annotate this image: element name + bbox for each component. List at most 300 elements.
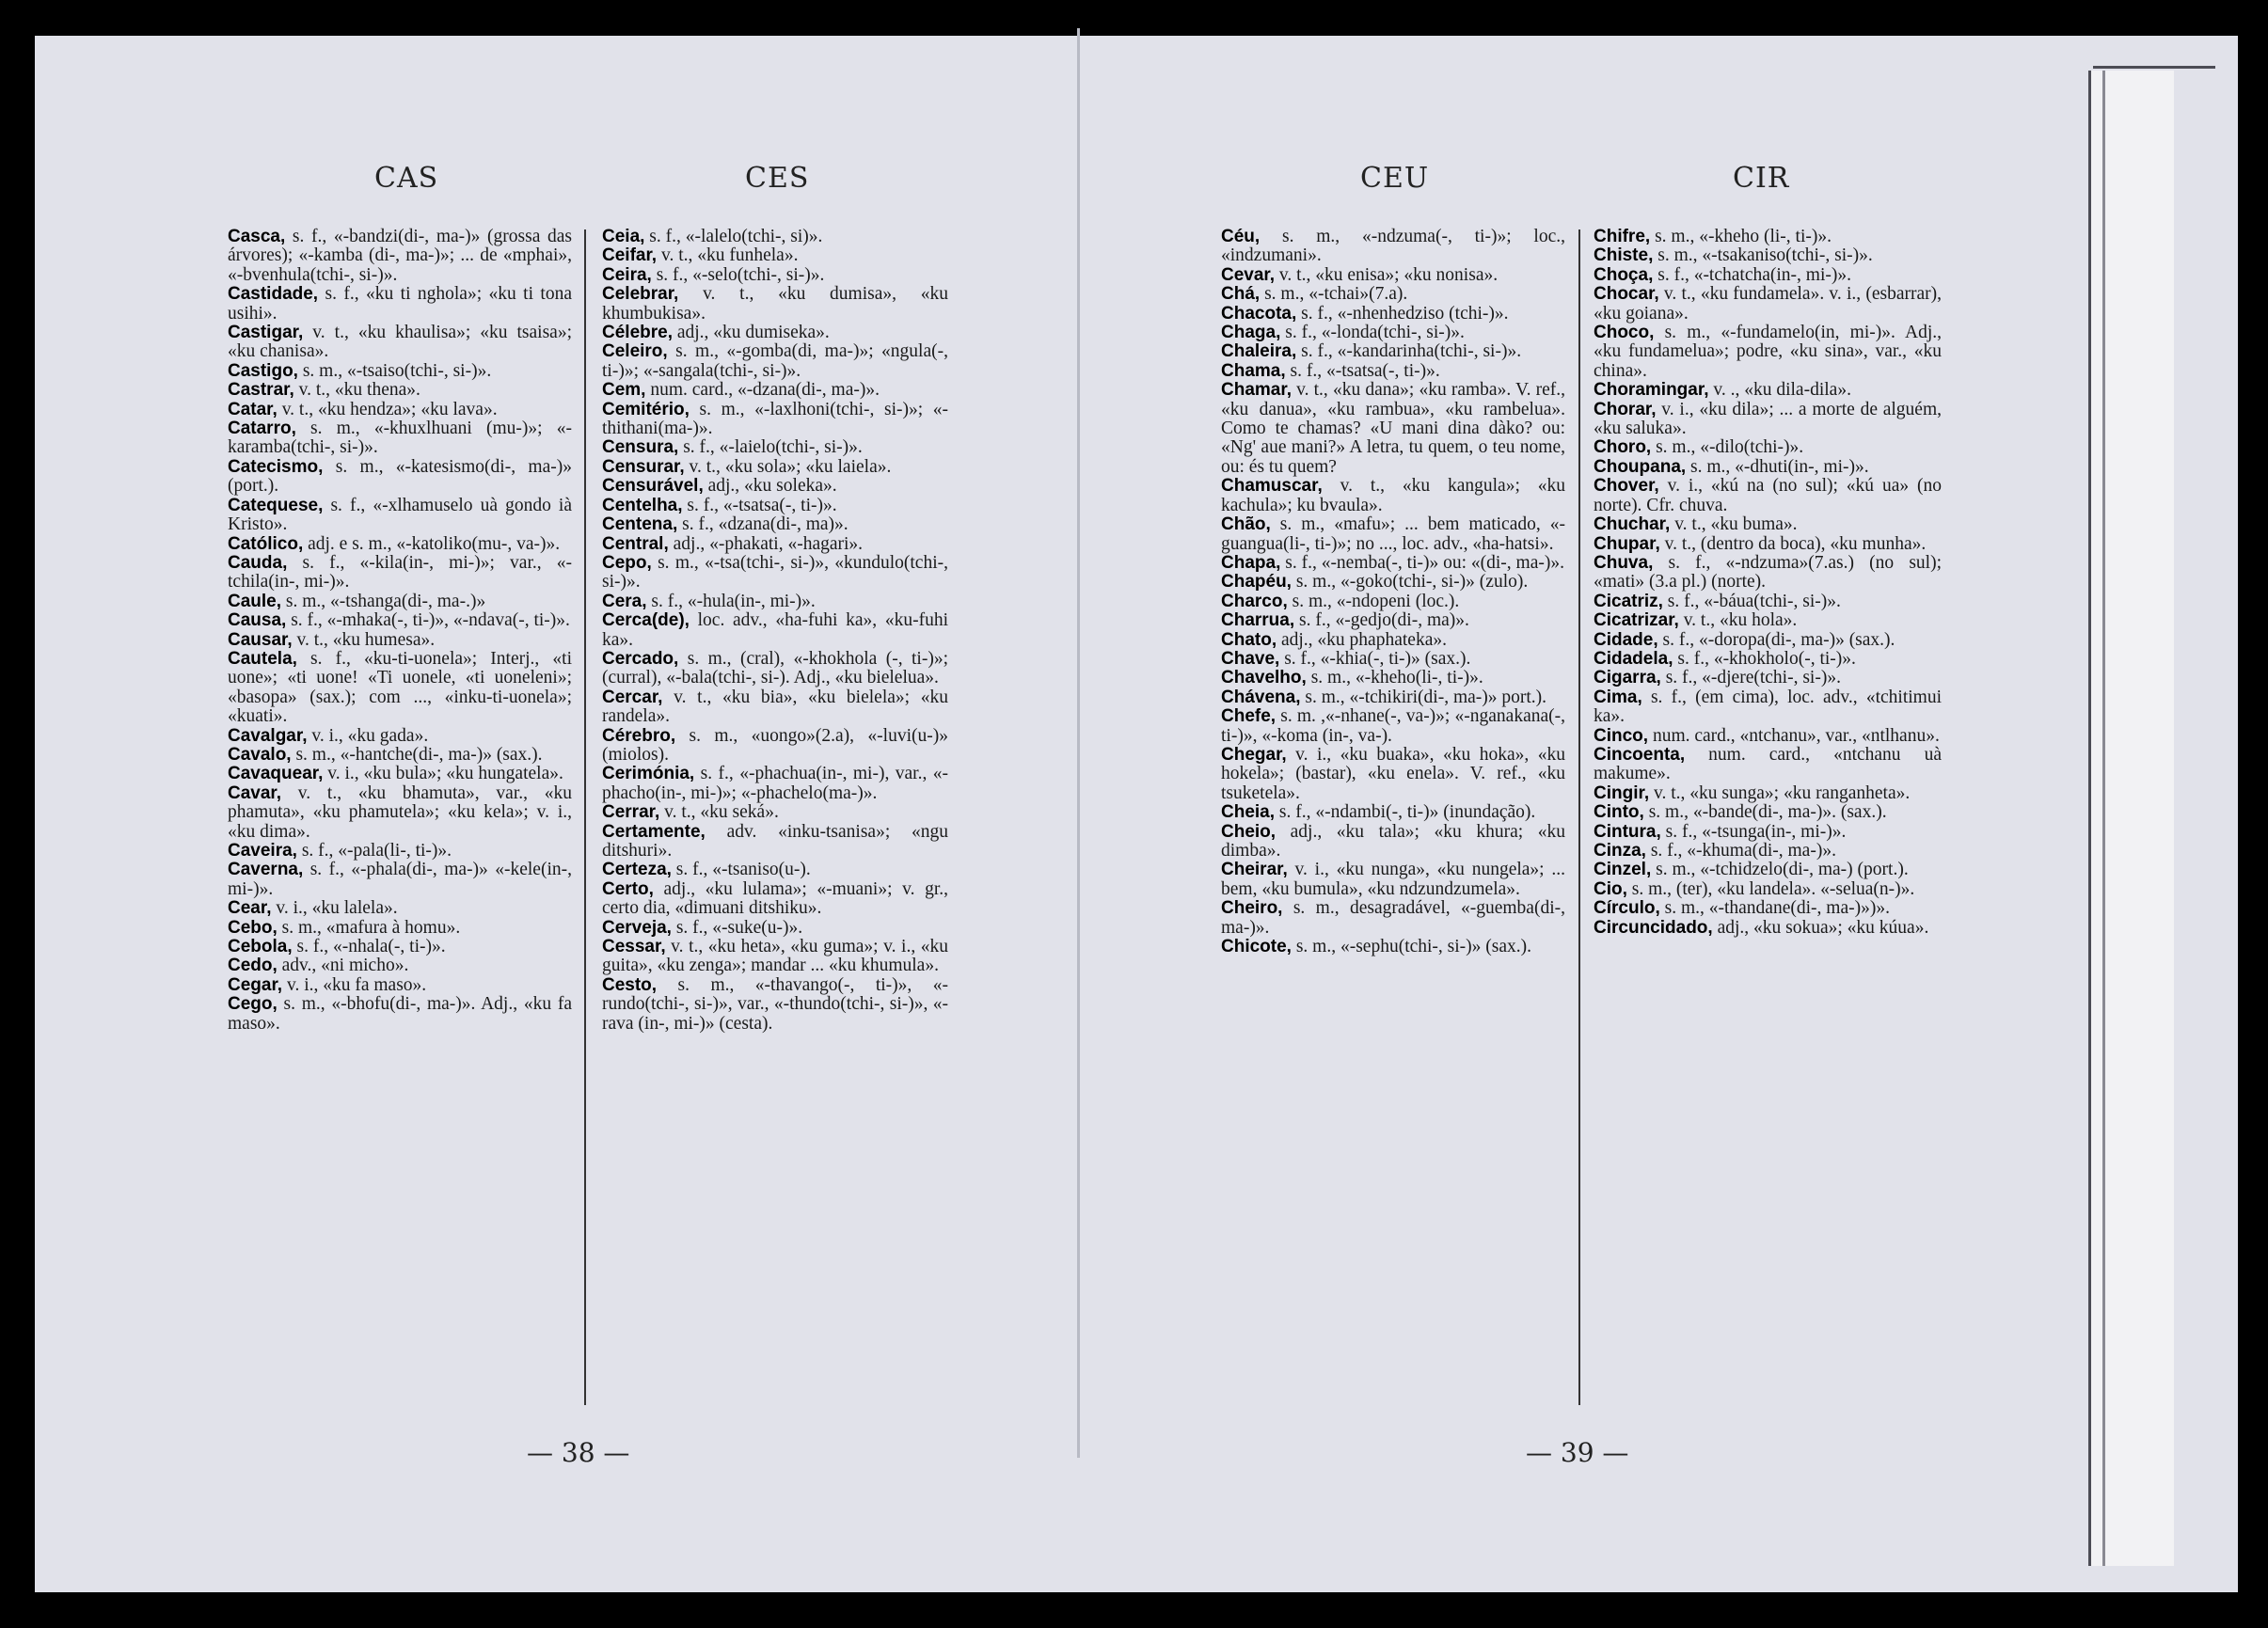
column-rule-right-page — [1578, 229, 1580, 1405]
entry-headword: Chávena, — [1221, 687, 1301, 707]
running-header-right-page-left: CEU — [1360, 162, 1430, 195]
entry-definition: v. i., «ku fa maso». — [282, 974, 427, 995]
entry-definition: s. m., «-hantche(di-, ma-)» (sax.). — [291, 744, 543, 765]
dictionary-entry — [228, 919, 572, 938]
dictionary-entry — [228, 419, 572, 458]
dictionary-entry — [1594, 688, 1942, 727]
entry-definition: s. m., «-sephu(tchi-, si-)» (sax.). — [1291, 937, 1532, 957]
entry-headword: Centena, — [602, 514, 678, 535]
entry-definition: s. m., «-katesismo(di-, ma-)» (port.). — [228, 456, 572, 497]
dictionary-entry — [1594, 515, 1942, 534]
entry-definition: adj., «-phakati, «-hagari». — [668, 533, 864, 554]
entry-headword: Chacota, — [1221, 303, 1297, 324]
entry-definition: s. m., «-tchikiri(di-, ma-)» port.). — [1300, 687, 1547, 707]
entry-definition: num. card., «ntchanu», var., «ntlhanu». — [1648, 725, 1940, 746]
entry-headword: Cego, — [228, 994, 278, 1015]
dictionary-entry — [602, 976, 948, 1034]
entry-definition: s. f., «-tchatcha(in-, mi-)». — [1653, 264, 1851, 285]
left-page-column-1 — [228, 228, 572, 1034]
dictionary-entry — [228, 976, 572, 995]
dictionary-entry — [602, 803, 948, 822]
entry-definition: s. m., «-gomba(di, ma-)»; «ngula(-, ti-)»; «-sangala(tchi-, si-)». — [602, 341, 948, 381]
entry-headword: Chuchar, — [1594, 514, 1671, 535]
entry-definition: s. m., «-dhuti(in-, mi-)». — [1686, 456, 1869, 477]
dictionary-entry — [228, 401, 572, 419]
dictionary-entry — [1594, 899, 1942, 918]
entry-definition: loc. adv., «ha-fuhi ka», «ku-fuhi ka». — [602, 610, 948, 650]
dictionary-entry — [1221, 631, 1565, 650]
entry-headword: Cicatrizar, — [1594, 610, 1679, 631]
dictionary-entry — [602, 285, 948, 324]
dictionary-entry — [1594, 611, 1942, 630]
dictionary-entry — [228, 381, 572, 400]
column-rule-left-page — [584, 229, 586, 1405]
dictionary-entry — [1221, 228, 1565, 266]
entry-definition: s. m., «mafu»; ... bem maticado, «-guangua(li-, ti-)»; no ..., loc. adv., «ha-hatsi». — [1221, 514, 1565, 554]
entry-definition: s. m., «-tchai»(7.a). — [1260, 284, 1408, 305]
entry-definition: s. f., «-hula(in-, mi-)». — [646, 591, 816, 611]
dictionary-entry — [602, 438, 948, 457]
dictionary-entry — [1594, 669, 1942, 688]
dictionary-entry — [1221, 324, 1565, 342]
entry-definition: s. m., (ter), «ku landela». «-selua(n-)». — [1626, 878, 1915, 899]
dictionary-entry — [1221, 305, 1565, 324]
entry-definition: s. f., «-tsaniso(u-). — [671, 860, 811, 880]
entry-headword: Choro, — [1594, 437, 1652, 458]
dictionary-entry — [1221, 285, 1565, 304]
dictionary-entry — [1594, 746, 1942, 784]
entry-headword: Chuva, — [1594, 552, 1654, 573]
entry-headword: Cepo, — [602, 552, 652, 573]
entry-definition: v. t., «ku sunga»; «ku ranganheta». — [1649, 782, 1911, 803]
entry-definition: s. f., «-tsatsa(-, ti-)». — [1285, 360, 1440, 381]
dictionary-entry — [1594, 823, 1942, 842]
dictionary-entry — [228, 458, 572, 497]
dictionary-entry — [1594, 477, 1942, 515]
entry-headword: Casca, — [228, 227, 286, 246]
entry-definition: v. i., «ku dila»; ... a morte de alguém, «ku saluka». — [1594, 399, 1942, 439]
entry-definition: adj., «ku tala»; «ku khura; «ku dimba». — [1221, 821, 1565, 861]
entry-headword: Cavalo, — [228, 744, 292, 765]
entry-headword: Chicote, — [1221, 937, 1292, 957]
entry-definition: s. f., «-kila(in-, mi-)»; var., «-tchila(in-, mi-)». — [228, 552, 572, 593]
dictionary-entry — [228, 593, 572, 611]
dictionary-entry — [602, 266, 948, 285]
entry-definition: s. m., «-thavango(-, ti-)», «-rundo(tchi-, si-)», var., «-thundo(tchi-, si-)», «-rava (in-, mi-)» (cesta). — [602, 974, 948, 1034]
dictionary-entry — [1594, 650, 1942, 669]
entry-headword: Chá, — [1221, 284, 1261, 305]
entry-headword: Chão, — [1221, 514, 1271, 535]
entry-headword: Celeiro, — [602, 341, 668, 362]
entry-definition: s. f., «-pala(li-, ti-)». — [296, 841, 452, 861]
entry-headword: Caverna, — [228, 860, 304, 880]
entry-definition: s. f., «-nhala(-, ti-)». — [292, 937, 446, 957]
dictionary-entry — [1594, 401, 1942, 439]
entry-headword: Céu, — [1221, 227, 1261, 246]
dictionary-entry — [1594, 458, 1942, 477]
dictionary-entry — [1594, 593, 1942, 611]
entry-headword: Choramingar, — [1594, 380, 1709, 401]
entry-definition: v. t., «ku hola». — [1678, 610, 1798, 631]
dictionary-entry — [602, 554, 948, 593]
dictionary-entry — [228, 956, 572, 975]
entry-definition: adj., «ku lulama»; «-muani»; v. gr., certo dia, «dimuani ditshiku». — [602, 878, 948, 919]
page-edge-top — [2093, 66, 2215, 69]
running-header-right-page-right: CIR — [1733, 162, 1790, 195]
entry-headword: Certeza, — [602, 860, 672, 880]
entry-definition: s. m., «-goko(tchi-, si-)» (zulo). — [1291, 572, 1529, 593]
dictionary-entry — [228, 842, 572, 861]
entry-definition: s. m., «-kheho(li-, ti-)». — [1306, 668, 1483, 688]
dictionary-entry — [602, 880, 948, 919]
running-header-left-page-right: CES — [745, 162, 810, 195]
dictionary-entry — [1221, 477, 1565, 515]
dictionary-entry — [602, 861, 948, 879]
entry-headword: Cheio, — [1221, 821, 1277, 842]
running-header-left-page-left: CAS — [374, 162, 439, 195]
entry-headword: Chover, — [1594, 476, 1659, 497]
entry-headword: Cima, — [1594, 687, 1642, 707]
dictionary-entry — [602, 246, 948, 265]
dictionary-entry — [228, 784, 572, 842]
entry-headword: Ceifar, — [602, 245, 658, 266]
dictionary-entry — [1594, 228, 1942, 246]
entry-definition: s. m., «mafura à homu». — [277, 917, 461, 938]
dictionary-entry — [228, 228, 572, 285]
entry-definition: v. i., «ku bula»; «ku hungatela». — [323, 764, 563, 784]
entry-definition: s. f., «-ndambi(-, ti-)» (inundação). — [1275, 802, 1536, 823]
entry-headword: Cavar, — [228, 782, 282, 803]
dictionary-entry — [1594, 861, 1942, 879]
entry-definition: s. m., «-thandane(di-, ma-)»)». — [1659, 898, 1890, 919]
entry-headword: Cedo, — [228, 956, 278, 976]
dictionary-entry — [602, 401, 948, 439]
entry-definition: adv., «ni micho». — [277, 956, 409, 976]
dictionary-entry — [228, 746, 572, 765]
dictionary-entry — [1221, 342, 1565, 361]
entry-headword: Cio, — [1594, 878, 1627, 899]
entry-headword: Chiste, — [1594, 245, 1654, 266]
dictionary-entry — [1594, 554, 1942, 593]
entry-headword: Cem, — [602, 380, 646, 401]
entry-definition: s. f., «-báua(tchi-, si-)». — [1662, 591, 1841, 611]
entry-headword: Chefe, — [1221, 706, 1277, 727]
dictionary-entry — [602, 765, 948, 803]
entry-headword: Cigarra, — [1594, 668, 1661, 688]
entry-headword: Cear, — [228, 898, 272, 919]
dictionary-entry — [1221, 515, 1565, 554]
dictionary-entry — [228, 497, 572, 535]
entry-definition: v. t., «ku fundamela». v. i., (esbarrar), «ku goiana». — [1594, 284, 1942, 324]
entry-definition: s. f., «-londa(tchi-, si-)». — [1280, 323, 1465, 343]
entry-definition: s. f., «-mhaka(-, ti-)», «-ndava(-, ti-)». — [286, 610, 570, 631]
dictionary-entry — [602, 688, 948, 727]
entry-headword: Cercar, — [602, 687, 663, 707]
entry-definition: num. card., «-dzana(di-, ma-)». — [645, 380, 880, 401]
entry-headword: Caule, — [228, 591, 282, 611]
entry-definition: s. m., «-bhofu(di-, ma-)». Adj., «ku fa maso». — [228, 994, 572, 1034]
entry-headword: Certo, — [602, 878, 654, 899]
entry-headword: Chegar, — [1221, 744, 1287, 765]
entry-headword: Chato, — [1221, 629, 1277, 650]
dictionary-entry — [602, 477, 948, 496]
entry-headword: Chorar, — [1594, 399, 1657, 419]
entry-definition: s. f., «-djere(tchi-, si-)». — [1660, 668, 1841, 688]
entry-definition: s. m., «uongo»(2.a), «-luvi(u-)» (miolos). — [602, 725, 948, 765]
entry-definition: num. card., «ntchanu uà makume». — [1594, 744, 1942, 784]
dictionary-entry — [602, 650, 948, 688]
entry-headword: Chocar, — [1594, 284, 1659, 305]
entry-headword: Ceira, — [602, 264, 652, 285]
entry-headword: Cevar, — [1221, 264, 1276, 285]
entry-definition: s. f., «-laielo(tchi-, si-)». — [678, 437, 863, 458]
entry-definition: adv. «inku-tsanisa»; «ngu ditshuri». — [602, 821, 948, 861]
entry-headword: Castrar, — [228, 380, 294, 401]
entry-headword: Cerca(de), — [602, 610, 690, 631]
dictionary-entry — [1221, 362, 1565, 381]
entry-definition: s. m., «-tshanga(di-, ma-.)» — [281, 591, 486, 611]
entry-definition: v. t., «ku dumisa», «ku khumbukisa». — [602, 284, 948, 324]
entry-headword: Catequese, — [228, 495, 324, 515]
entry-headword: Celebrar, — [602, 284, 679, 305]
entry-headword: Cauda, — [228, 552, 288, 573]
dictionary-entry — [602, 823, 948, 861]
entry-definition: s. f., «-xlhamuselo uà gondo ià Kristo». — [228, 495, 572, 535]
entry-definition: v. t., «ku thena». — [293, 380, 420, 401]
entry-definition: adj. e s. m., «-katoliko(mu-, va-)». — [303, 533, 561, 554]
entry-headword: Cautela, — [228, 648, 297, 669]
right-page-column-1 — [1221, 228, 1565, 956]
entry-definition: v. i., «ku gada». — [307, 725, 429, 746]
dictionary-entry — [602, 381, 948, 400]
entry-headword: Castigo, — [228, 360, 298, 381]
page-edge-right — [2088, 71, 2174, 1566]
entry-headword: Cesto, — [602, 974, 658, 995]
entry-definition: s. f., «-bandzi(di-, ma-)» (grossa das árvores); «-kamba (di-, ma-)»; ... de «mphai», «-bvenhula(tchi-, si-)». — [228, 227, 572, 285]
dictionary-entry — [228, 324, 572, 362]
dictionary-entry — [1221, 611, 1565, 630]
entry-headword: Cincoenta, — [1594, 744, 1686, 765]
dictionary-entry — [228, 765, 572, 783]
dictionary-entry — [228, 938, 572, 956]
entry-definition: v. t., «ku bia», «ku bielela»; «ku randela». — [602, 687, 948, 727]
dictionary-entry — [1221, 803, 1565, 822]
entry-headword: Cidadela, — [1594, 648, 1673, 669]
entry-definition: v. t., «ku buma». — [1670, 514, 1798, 535]
entry-definition: v. t., «ku heta», «ku guma»; v. i., «ku guita», «ku zenga»; mandar ... «ku khumula». — [602, 937, 948, 976]
dictionary-entry — [1221, 266, 1565, 285]
entry-headword: Chapéu, — [1221, 572, 1292, 593]
entry-definition: v. t., «ku humesa». — [292, 629, 436, 650]
entry-headword: Choco, — [1594, 323, 1655, 343]
dictionary-entry — [602, 938, 948, 976]
dictionary-entry — [1221, 861, 1565, 899]
entry-headword: Catecismo, — [228, 456, 324, 477]
entry-definition: s. m., «-laxlhoni(tchi-, si-)»; «-thithani(ma-)». — [602, 399, 948, 439]
entry-definition: s. f., «-khokholo(-, ti-)». — [1673, 648, 1856, 669]
entry-definition: v. i., «ku lalela». — [271, 898, 398, 919]
entry-headword: Cavalgar, — [228, 725, 308, 746]
entry-headword: Cicatriz, — [1594, 591, 1663, 611]
entry-definition: s. f., (em cima), loc. adv., «tchitimui ka». — [1594, 687, 1942, 727]
entry-definition: s. f., «ku ti nghola»; «ku ti tona usihi». — [228, 284, 572, 324]
entry-headword: Caveira, — [228, 841, 297, 861]
entry-headword: Chave, — [1221, 648, 1280, 669]
entry-definition: v. t., «ku seká». — [659, 802, 779, 823]
entry-headword: Cinzel, — [1594, 860, 1652, 880]
dictionary-entry — [602, 342, 948, 381]
entry-definition: s. f., «-selo(tchi-, si-)». — [651, 264, 825, 285]
dictionary-entry — [228, 285, 572, 324]
entry-headword: Castigar, — [228, 323, 304, 343]
entry-headword: Cintura, — [1594, 821, 1661, 842]
dictionary-entry — [602, 228, 948, 246]
entry-headword: Cheirar, — [1221, 860, 1288, 880]
entry-headword: Círculo, — [1594, 898, 1660, 919]
entry-definition: adj., «ku soleka». — [703, 476, 837, 497]
entry-headword: Cegar, — [228, 974, 283, 995]
entry-headword: Chaleira, — [1221, 341, 1297, 362]
entry-definition: v. i., «ku nunga», «ku nungela»; ... bem, «ku bumula», «ku ndzundzumela». — [1221, 860, 1565, 899]
dictionary-entry — [1594, 246, 1942, 265]
entry-definition: s. f., «-tsunga(in-, mi-)». — [1660, 821, 1847, 842]
entry-definition: s. f., «ku-ti-uonela»; Interj., «ti uone»; «ti uone! «Ti uonele, «ti uoneleni»; «basopa» (sax.); com ..., «inku-ti-uonela»; «kuati». — [228, 648, 572, 727]
dictionary-entry — [1221, 688, 1565, 707]
right-page-column-2 — [1594, 228, 1942, 938]
dictionary-entry — [1221, 669, 1565, 688]
entry-definition: s. f., «-lalelo(tchi-, si)». — [644, 227, 823, 246]
dictionary-entry — [1221, 650, 1565, 669]
entry-headword: Cheia, — [1221, 802, 1276, 823]
dictionary-entry — [602, 515, 948, 534]
entry-headword: Cinza, — [1594, 841, 1646, 861]
entry-headword: Cera, — [602, 591, 647, 611]
entry-definition: v. t., «ku sola»; «ku laiela». — [684, 456, 892, 477]
dictionary-entry — [1594, 919, 1942, 938]
entry-headword: Choça, — [1594, 264, 1654, 285]
entry-headword: Cinco, — [1594, 725, 1649, 746]
dictionary-entry — [1594, 803, 1942, 822]
dictionary-entry — [1221, 746, 1565, 803]
dictionary-entry — [1594, 324, 1942, 381]
entry-definition: adj., «ku dumiseka». — [672, 323, 830, 343]
dictionary-entry — [602, 919, 948, 938]
entry-definition: v. t., «ku funhela». — [657, 245, 799, 266]
entry-definition: v. t., «ku kangula»; «ku kachula»; ku bvaula». — [1221, 476, 1565, 515]
entry-headword: Chavelho, — [1221, 668, 1307, 688]
entry-definition: s. m. ,«-nhane(-, va-)»; «-nganakana(-, ti-)», «-koma (in-, va-). — [1221, 706, 1565, 746]
entry-definition: s. m., «-tchidzelo(di-, ma-) (port.). — [1651, 860, 1909, 880]
entry-headword: Chama, — [1221, 360, 1286, 381]
dictionary-entry — [228, 611, 572, 630]
entry-headword: Chifre, — [1594, 227, 1651, 246]
dictionary-entry — [1594, 842, 1942, 861]
dictionary-entry — [1594, 285, 1942, 324]
entry-headword: Causa, — [228, 610, 287, 631]
entry-definition: s. m., «-ndopeni (loc.). — [1287, 591, 1460, 611]
dictionary-entry — [228, 727, 572, 746]
dictionary-entry — [602, 727, 948, 766]
dictionary-entry — [602, 458, 948, 477]
entry-headword: Cercado, — [602, 648, 679, 669]
entry-headword: Castidade, — [228, 284, 319, 305]
dictionary-entry — [1221, 381, 1565, 477]
entry-definition: v. t., «ku bhamuta», var., «ku phamuta», «ku phamutela»; «ku kela»; v. i., «ku dima». — [228, 782, 572, 842]
entry-headword: Cavaquear, — [228, 764, 324, 784]
dictionary-entry — [228, 650, 572, 727]
dictionary-entry — [1594, 381, 1942, 400]
page-number-right: — 39 — — [1526, 1437, 1629, 1468]
entry-definition: s. f., «-suke(u-)». — [671, 917, 803, 938]
dictionary-entry — [228, 861, 572, 899]
entry-definition: s. m., «-bande(di-, ma-)». (sax.). — [1643, 802, 1887, 823]
dictionary-entry — [228, 899, 572, 918]
dictionary-entry — [228, 995, 572, 1034]
entry-headword: Chupar, — [1594, 533, 1660, 554]
entry-definition: s. m., «-khuxlhuani (mu-)»; «-karamba(tchi-, si-)». — [228, 419, 572, 458]
entry-headword: Ceia, — [602, 227, 645, 246]
entry-definition: v. t., (dentro da boca), «ku munha». — [1659, 533, 1927, 554]
dictionary-entry — [602, 535, 948, 554]
entry-definition: s. m., (cral), «-khokhola (-, ti-)»; (curral), «-bala(tchi-, si-). Adj., «ku bielelua». — [602, 648, 948, 688]
entry-headword: Célebre, — [602, 323, 673, 343]
entry-headword: Chaga, — [1221, 323, 1281, 343]
dictionary-entry — [1594, 266, 1942, 285]
entry-headword: Cinto, — [1594, 802, 1644, 823]
dictionary-entry — [602, 593, 948, 611]
entry-headword: Cemitério, — [602, 399, 690, 419]
entry-headword: Censurar, — [602, 456, 685, 477]
entry-headword: Católico, — [228, 533, 304, 554]
entry-headword: Cidade, — [1594, 629, 1658, 650]
entry-definition: s. m., «-kheho (li-, ti-)». — [1650, 227, 1832, 246]
entry-definition: s. f., «-ndzuma»(7.as.) (no sul); «mati» (3.a pl.) (norte). — [1594, 552, 1942, 593]
left-page-column-2 — [602, 228, 948, 1034]
dictionary-entry — [1594, 727, 1942, 746]
entry-headword: Choupana, — [1594, 456, 1687, 477]
entry-headword: Certamente, — [602, 821, 706, 842]
entry-definition: s. f., «-kandarinha(tchi-, si-)». — [1296, 341, 1522, 362]
entry-definition: s. m., «-tsakaniso(tchi-, si-)». — [1653, 245, 1873, 266]
dictionary-entry — [1594, 535, 1942, 554]
entry-definition: s. m., «-tsa(tchi-, si-)», «kundulo(tchi-, si-)». — [602, 552, 948, 593]
page-number-left: — 38 — — [527, 1437, 630, 1468]
entry-headword: Cebo, — [228, 917, 278, 938]
entry-definition: s. f., «-phachua(in-, mi-), var., «-phacho(in-, mi-)»; «-phachelo(ma-)». — [602, 764, 948, 803]
entry-headword: Cheiro, — [1221, 898, 1283, 919]
entry-headword: Cerveja, — [602, 917, 672, 938]
entry-definition: s. f., «-nhenhedziso (tchi-)». — [1296, 303, 1509, 324]
dictionary-entry — [602, 497, 948, 515]
entry-headword: Chamar, — [1221, 380, 1292, 401]
entry-definition: adj., «ku sokua»; «ku kúua». — [1712, 917, 1929, 938]
dictionary-entry — [1221, 593, 1565, 611]
dictionary-entry — [602, 324, 948, 342]
entry-headword: Cerrar, — [602, 802, 660, 823]
entry-headword: Cingir, — [1594, 782, 1650, 803]
entry-definition: s. f., «dzana(di-, ma)». — [677, 514, 849, 535]
entry-definition: v. t., «ku enisa»; «ku nonisa». — [1275, 264, 1499, 285]
entry-headword: Causar, — [228, 629, 293, 650]
entry-headword: Catar, — [228, 399, 278, 419]
dictionary-entry — [1221, 554, 1565, 573]
entry-definition: s. f., «-khuma(di-, ma-)». — [1645, 841, 1836, 861]
dictionary-entry — [228, 554, 572, 593]
entry-definition: s. f., «-doropa(di-, ma-)» (sax.). — [1657, 629, 1895, 650]
entry-definition: v. ., «ku dila-dila». — [1708, 380, 1851, 401]
dictionary-entry — [1594, 880, 1942, 899]
dictionary-entry — [1594, 438, 1942, 457]
